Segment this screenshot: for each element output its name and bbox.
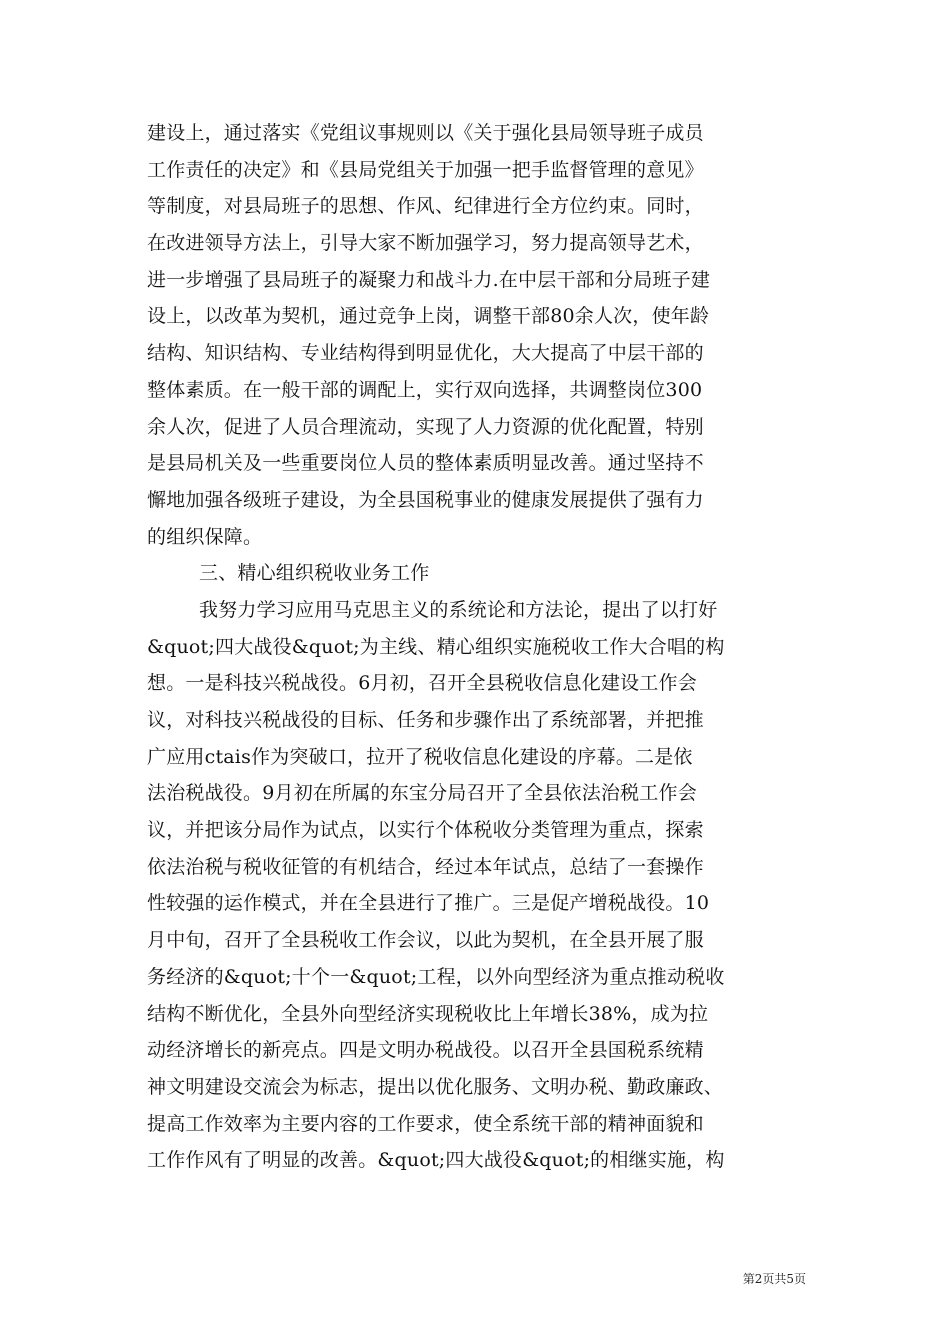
- document-body: [147, 115, 807, 1179]
- text-line: 建设上，通过落实《党组议事规则以《关于强化县局领导班子成员: [147, 122, 704, 144]
- text-line: 月中旬，召开了全县税收工作会议，以此为契机，在全县开展了服: [147, 929, 704, 952]
- text-line: 务经济的&quot;十个一&quot;工程，以外向型经济为重点推动税收: [147, 965, 725, 988]
- text-line: 议，对科技兴税战役的目标、任务和步骤作出了系统部署，并把推: [147, 709, 704, 731]
- text-line: 设上，以改革为契机，通过竞争上岗，调整干部80余人次，使年龄: [147, 305, 710, 328]
- text-line: 法治税战役。9月初在所属的东宝分局召开了全县依法治税工作会: [147, 782, 697, 805]
- text-line: 结构、知识结构、专业结构得到明显优化，大大提高了中层干部的: [147, 342, 704, 365]
- text-line: 神文明建设交流会为标志，提出以优化服务、文明办税、勤政廉政、: [147, 1075, 724, 1098]
- text-line: 性较强的运作模式，并在全县进行了推广。三是促产增税战役。10: [147, 892, 710, 915]
- text-line: 动经济增长的新亮点。四是文明办税战役。以召开全县国税系统精: [147, 1039, 704, 1062]
- text-line: 依法治税与税收征管的有机结合，经过本年试点，总结了一套操作: [147, 855, 704, 878]
- text-line: 整体素质。在一般干部的调配上，实行双向选择，共调整岗位300: [147, 378, 703, 401]
- text-line: 提高工作效率为主要内容的工作要求，使全系统干部的精神面貌和: [147, 1112, 704, 1135]
- text-line: 想。一是科技兴税战役。6月初，召开全县税收信息化建设工作会: [147, 672, 697, 695]
- text-line: 懈地加强各级班子建设，为全县国税事业的健康发展提供了强有力: [147, 488, 704, 511]
- text-line: 工作作风有了明显的改善。&quot;四大战役&quot;的相继实施，构: [147, 1149, 725, 1172]
- text-line: 等制度，对县局班子的思想、作风、纪律进行全方位约束。同时，: [147, 195, 704, 218]
- text-line: 工作责任的决定》和《县局党组关于加强一把手监督管理的意见》: [147, 158, 704, 181]
- text-line: 是县局机关及一些重要岗位人员的整体素质明显改善。通过坚持不: [147, 452, 704, 475]
- section-heading: 三、精心组织税收业务工作: [199, 562, 430, 585]
- text-line: 进一步增强了县局班子的凝聚力和战斗力.在中层干部和分局班子建: [147, 268, 711, 291]
- text-line: 的组织保障。: [147, 525, 263, 548]
- paragraph-first-line: 我努力学习应用马克思主义的系统论和方法论，提出了以打好: [199, 598, 718, 621]
- text-line: 余人次，促进了人员合理流动，实现了人力资源的优化配置，特别: [147, 415, 704, 438]
- page-number-footer: 第2页共5页: [742, 1272, 806, 1286]
- text-line: &quot;四大战役&quot;为主线、精心组织实施税收工作大合唱的构: [147, 635, 725, 658]
- text-line: 广应用ctais作为突破口，拉开了税收信息化建设的序幕。二是依: [147, 745, 693, 768]
- text-line: 结构不断优化，全县外向型经济实现税收比上年增长38%，成为拉: [147, 1002, 709, 1025]
- text-line: 议，并把该分局作为试点，以实行个体税收分类管理为重点，探索: [147, 819, 704, 842]
- text-line: 在改进领导方法上，引导大家不断加强学习，努力提高领导艺术，: [147, 232, 704, 255]
